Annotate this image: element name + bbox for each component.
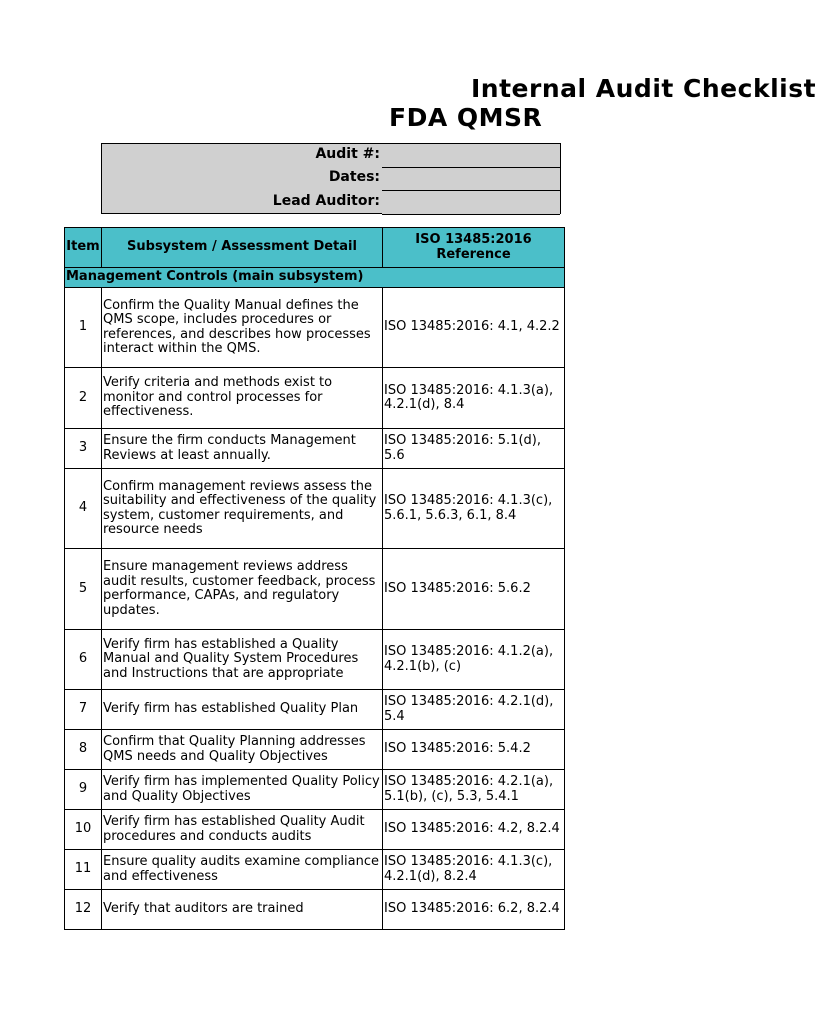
iso-reference: ISO 13485:2016: 4.2, 8.2.4 [383, 810, 565, 850]
table-row [65, 630, 565, 690]
iso-reference: ISO 13485:2016: 4.1.2(a), 4.2.1(b), (c) [383, 630, 565, 690]
item-number: 2 [65, 368, 102, 429]
page-title-line2: FDA QMSR [389, 103, 543, 132]
assessment-detail: Confirm the Quality Manual defines the QMS scope, includes procedures or references, and describes how processes interact within the QMS. [102, 288, 383, 368]
iso-reference: ISO 13485:2016: 6.2, 8.2.4 [383, 890, 565, 930]
audit-number-label: Audit #: [315, 146, 380, 162]
lead-auditor-row [102, 191, 560, 215]
header-detail: Subsystem / Assessment Detail [102, 228, 383, 268]
item-number: 3 [65, 429, 102, 469]
lead-auditor-label: Lead Auditor: [272, 193, 380, 209]
iso-reference: ISO 13485:2016: 5.6.2 [383, 549, 565, 630]
page-title-line1: Internal Audit Checklist [471, 74, 816, 103]
assessment-detail: Verify firm has established Quality Audit procedures and conducts audits [102, 810, 383, 850]
table-row [65, 288, 565, 368]
section-row [65, 268, 565, 288]
iso-reference: ISO 13485:2016: 5.1(d), 5.6 [383, 429, 565, 469]
dates-field[interactable] [382, 168, 560, 191]
audit-number-field[interactable] [382, 145, 560, 168]
assessment-detail: Verify firm has established a Quality Manual and Quality System Procedures and Instructions that are appropriate [102, 630, 383, 690]
item-number: 7 [65, 690, 102, 730]
item-number: 6 [65, 630, 102, 690]
assessment-detail: Verify firm has implemented Quality Policy and Quality Objectives [102, 770, 383, 810]
assessment-detail: Ensure quality audits examine compliance and effectiveness [102, 850, 383, 890]
assessment-detail: Ensure the firm conducts Management Reviews at least annually. [102, 429, 383, 469]
table-row [65, 690, 565, 730]
audit-info-block [101, 143, 561, 214]
item-number: 1 [65, 288, 102, 368]
item-number: 9 [65, 770, 102, 810]
dates-row [102, 167, 560, 191]
assessment-detail: Confirm that Quality Planning addresses QMS needs and Quality Objectives [102, 730, 383, 770]
iso-reference: ISO 13485:2016: 5.4.2 [383, 730, 565, 770]
table-row [65, 368, 565, 429]
item-number: 11 [65, 850, 102, 890]
header-row [65, 228, 565, 268]
table-row [65, 890, 565, 930]
item-number: 4 [65, 469, 102, 549]
iso-reference: ISO 13485:2016: 4.1.3(a), 4.2.1(d), 8.4 [383, 368, 565, 429]
assessment-detail: Verify firm has established Quality Plan [102, 690, 383, 730]
iso-reference: ISO 13485:2016: 4.1.3(c), 4.2.1(d), 8.2.4 [383, 850, 565, 890]
dates-label: Dates: [328, 169, 380, 185]
item-number: 10 [65, 810, 102, 850]
iso-reference: ISO 13485:2016: 4.2.1(a), 5.1(b), (c), 5.3, 5.4.1 [383, 770, 565, 810]
item-number: 12 [65, 890, 102, 930]
assessment-detail: Ensure management reviews address audit results, customer feedback, process performance, CAPAs, and regulatory updates. [102, 549, 383, 630]
table-row [65, 850, 565, 890]
audit-number-row [102, 144, 560, 168]
section-title: Management Controls (main subsystem) [65, 268, 565, 288]
assessment-detail: Verify that auditors are trained [102, 890, 383, 930]
checklist-table [64, 227, 565, 930]
item-number: 5 [65, 549, 102, 630]
table-row [65, 810, 565, 850]
table-row [65, 469, 565, 549]
table-row [65, 549, 565, 630]
iso-reference: ISO 13485:2016: 4.1, 4.2.2 [383, 288, 565, 368]
iso-reference: ISO 13485:2016: 4.2.1(d), 5.4 [383, 690, 565, 730]
table-row [65, 429, 565, 469]
item-number: 8 [65, 730, 102, 770]
header-item: Item [65, 228, 102, 268]
header-reference: ISO 13485:2016 Reference [383, 228, 565, 268]
lead-auditor-field[interactable] [382, 192, 560, 215]
assessment-detail: Verify criteria and methods exist to monitor and control processes for effectiveness. [102, 368, 383, 429]
assessment-detail: Confirm management reviews assess the suitability and effectiveness of the quality system, customer requirements, and resource needs [102, 469, 383, 549]
iso-reference: ISO 13485:2016: 4.1.3(c), 5.6.1, 5.6.3, 6.1, 8.4 [383, 469, 565, 549]
table-row [65, 730, 565, 770]
table-row [65, 770, 565, 810]
